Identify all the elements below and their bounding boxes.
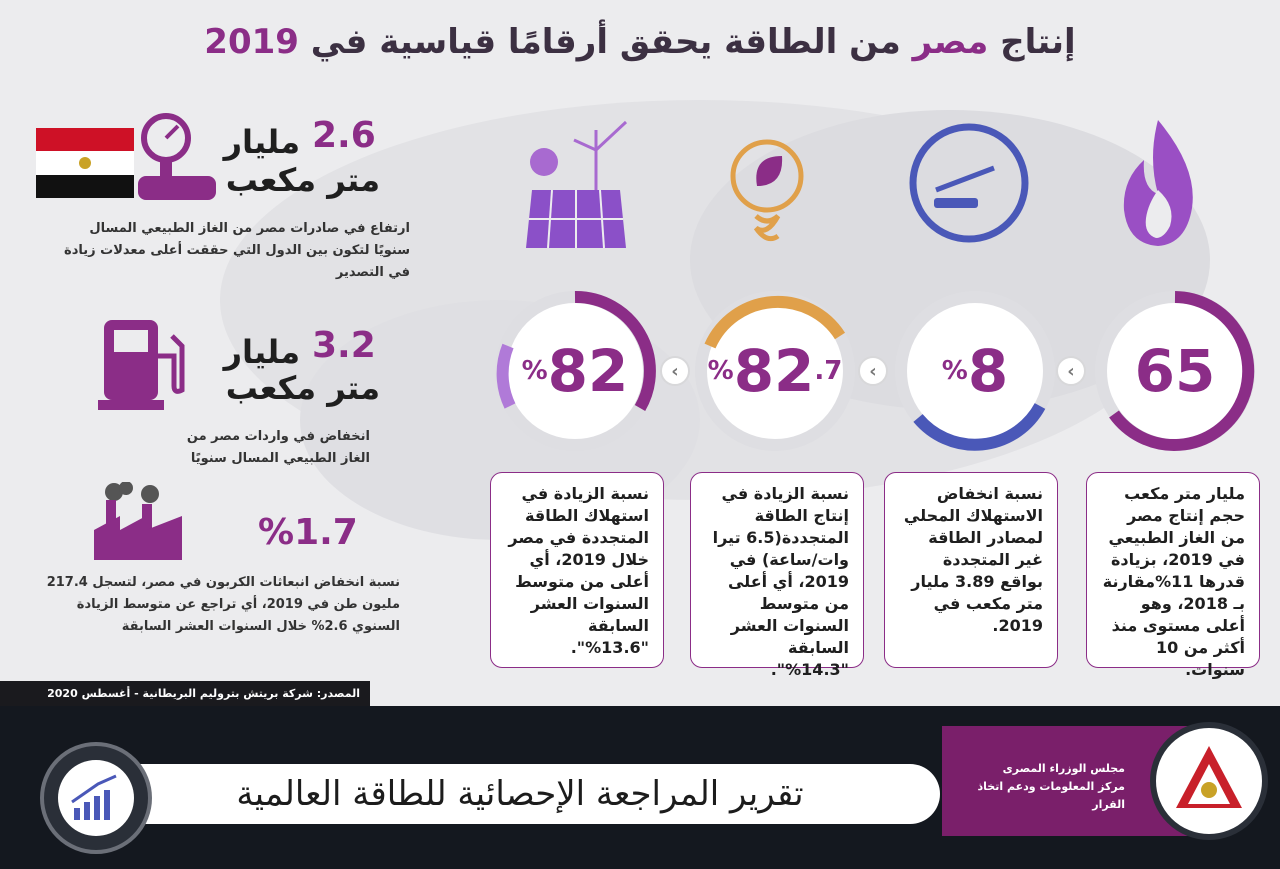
card-renewable-production: نسبة الزيادة في إنتاج الطاقة المتجددة(6.5 تيرا وات/ساعة) في 2019، أي أعلى من متوسط السنوات العشر السابقة "14.3%". [690, 472, 864, 668]
card-nonrenewable: نسبة انخفاض الاستهلاك المحلي لمصادر الطاقة غير المتجددة بواقع 3.89 مليار متر مكعب في 2019. [884, 472, 1058, 668]
flame-icon [1118, 118, 1200, 248]
chevron-left-icon: ‹ [858, 356, 888, 386]
circle-value-8: % 8 [941, 337, 1009, 405]
gas-valve-icon [136, 110, 218, 206]
egypt-flag-icon [36, 128, 134, 198]
stat-circle-nonrenewable [890, 286, 1060, 456]
stat-import-unit1: مليار [223, 333, 300, 371]
source-note: المصدر: شركة بريتش بتروليم البريطانية - أغسطس 2020 [0, 681, 370, 707]
stat-circle-renewable-production [690, 286, 860, 456]
stat-import-unit2: متر مكعب [225, 369, 380, 407]
stat-export-desc: ارتفاع في صادرات مصر من الغاز الطبيعي المسال سنويًا لتكون بين الدول التي حققت أعلى معدلات زيادة في التصدير [64, 221, 410, 280]
stat-export-unit2: متر مكعب [225, 161, 380, 199]
card-gas-production: مليار متر مكعب حجم إنتاج مصر من الغاز الطبيعي في 2019، بزيادة قدرها 11%مقارنة بـ 2018، وهو أعلى مستوى منذ أكثر من 10 سنوات. [1086, 472, 1260, 668]
circle-value-82-7: % 82 .7 [707, 337, 843, 405]
stat-import-number: 3.2 [312, 325, 376, 366]
gauge-icon [906, 120, 1032, 246]
bulb-leaf-icon [712, 116, 822, 256]
org-logo-icon [1150, 722, 1268, 840]
factory-icon [90, 482, 186, 562]
org-name: مجلس الوزراء المصرى مركز المعلومات ودعم اتخاذ القرار [977, 762, 1125, 811]
chevron-left-icon: ‹ [1056, 356, 1086, 386]
solar-wind-icon [516, 120, 632, 252]
fuel-pump-icon [94, 316, 190, 412]
stat-export-unit1: مليار [223, 123, 300, 161]
card-renewable-consumption: نسبة الزيادة في استهلاك الطاقة المتجددة في مصر خلال 2019، أي أعلى من متوسط السنوات العشر السابقة "13.6%". [490, 472, 664, 668]
chart-growth-icon [58, 760, 134, 836]
stat-carbon-desc: نسبة انخفاض انبعاثات الكربون في مصر، لتسجل 217.4 مليون طن في 2019، أي تراجع عن متوسط الزيادة السنوي 2.6% خلال السنوات العشر السابقة [46, 575, 400, 634]
stat-carbon-number: %1.7 [258, 512, 358, 553]
stat-circle-gas-production [1090, 286, 1260, 456]
page-title: إنتاج مصر من الطاقة يحقق أرقامًا قياسية في 2019 [204, 22, 1076, 62]
stat-circle-renewable-consumption [490, 286, 660, 456]
report-title: تقرير المراجعة الإحصائية للطاقة العالمية [236, 774, 804, 814]
stat-export-number: 2.6 [312, 115, 376, 156]
stat-import-desc: انخفاض في واردات مصر من الغاز الطبيعي المسال سنويًا [186, 429, 370, 466]
chevron-left-icon: ‹ [660, 356, 690, 386]
circle-value-82: % 82 [521, 337, 629, 405]
circle-value-65: 65 [1134, 337, 1216, 405]
